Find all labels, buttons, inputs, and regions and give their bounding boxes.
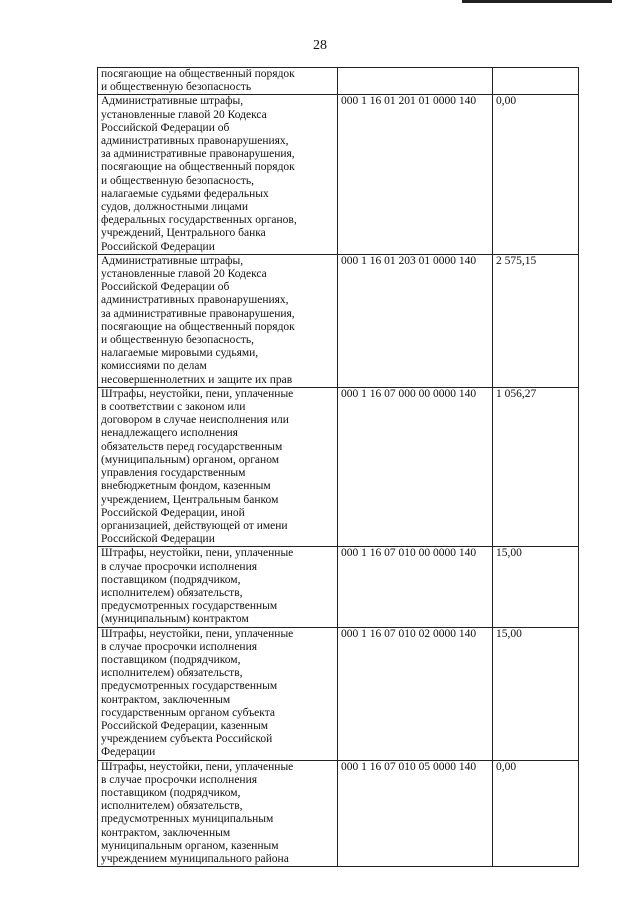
row-value: 1 056,27	[493, 387, 579, 546]
row-value: 0,00	[493, 95, 579, 254]
row-code: 000 1 16 07 010 05 0000 140	[338, 760, 493, 867]
row-code	[338, 68, 493, 95]
row-value	[493, 68, 579, 95]
row-code: 000 1 16 01 201 01 0000 140	[338, 95, 493, 254]
row-name: Штрафы, неустойки, пени, уплаченные в случае просрочки исполнения поставщиком (подрядчиком, исполнителем) обязательств, предусмотренных муниципальным контрактом, заключенным муниципальным органом, казенным учреждением муниципального района	[98, 760, 338, 867]
row-name: Штрафы, неустойки, пени, уплаченные в соответствии с законом или договором в случае неисполнения или ненадлежащего исполнения обязательств перед государственным (муниципальным) органом, органом управления государственным внебюджетным фондом, казенным учреждением, Центральным банком Российской Федерации, иной организацией, действующей от имени Российской Федерации	[98, 387, 338, 546]
row-value: 2 575,15	[493, 254, 579, 387]
table-row	[98, 627, 579, 760]
row-code: 000 1 16 01 203 01 0000 140	[338, 254, 493, 387]
table-row	[98, 68, 579, 95]
table-row	[98, 547, 579, 627]
row-code: 000 1 16 07 010 02 0000 140	[338, 627, 493, 760]
page-number: 28	[313, 38, 327, 53]
revenue-table	[97, 67, 579, 867]
top-rule	[462, 0, 612, 3]
row-code: 000 1 16 07 000 00 0000 140	[338, 387, 493, 546]
row-name: Штрафы, неустойки, пени, уплаченные в случае просрочки исполнения поставщиком (подрядчиком, исполнителем) обязательств, предусмотренных государственным контрактом, заключенным государственным органом субъекта Российской Федерации, казенным учреждением субъекта Российской Федерации	[98, 627, 338, 760]
table-row	[98, 387, 579, 546]
row-name: Административные штрафы, установленные главой 20 Кодекса Российской Федерации об административных правонарушениях, за административные правонарушения, посягающие на общественный порядок и общественную безопасность, налагаемые судьями федеральных судов, должностными лицами федеральных государственных органов, учреждений, Центрального банка Российской Федерации	[98, 95, 338, 254]
table-row	[98, 95, 579, 254]
table-row	[98, 254, 579, 387]
row-name: Штрафы, неустойки, пени, уплаченные в случае просрочки исполнения поставщиком (подрядчиком, исполнителем) обязательств, предусмотренных государственным (муниципальным) контрактом	[98, 547, 338, 627]
row-code: 000 1 16 07 010 00 0000 140	[338, 547, 493, 627]
row-name: посягающие на общественный порядок и общественную безопасность	[98, 68, 338, 95]
row-value: 15,00	[493, 547, 579, 627]
row-value: 0,00	[493, 760, 579, 867]
row-value: 15,00	[493, 627, 579, 760]
row-name: Административные штрафы, установленные главой 20 Кодекса Российской Федерации об административных правонарушениях, за административные правонарушения, посягающие на общественный порядок и общественную безопасность, налагаемые мировыми судьями, комиссиями по делам несовершеннолетних и защите их прав	[98, 254, 338, 387]
table-row	[98, 760, 579, 867]
